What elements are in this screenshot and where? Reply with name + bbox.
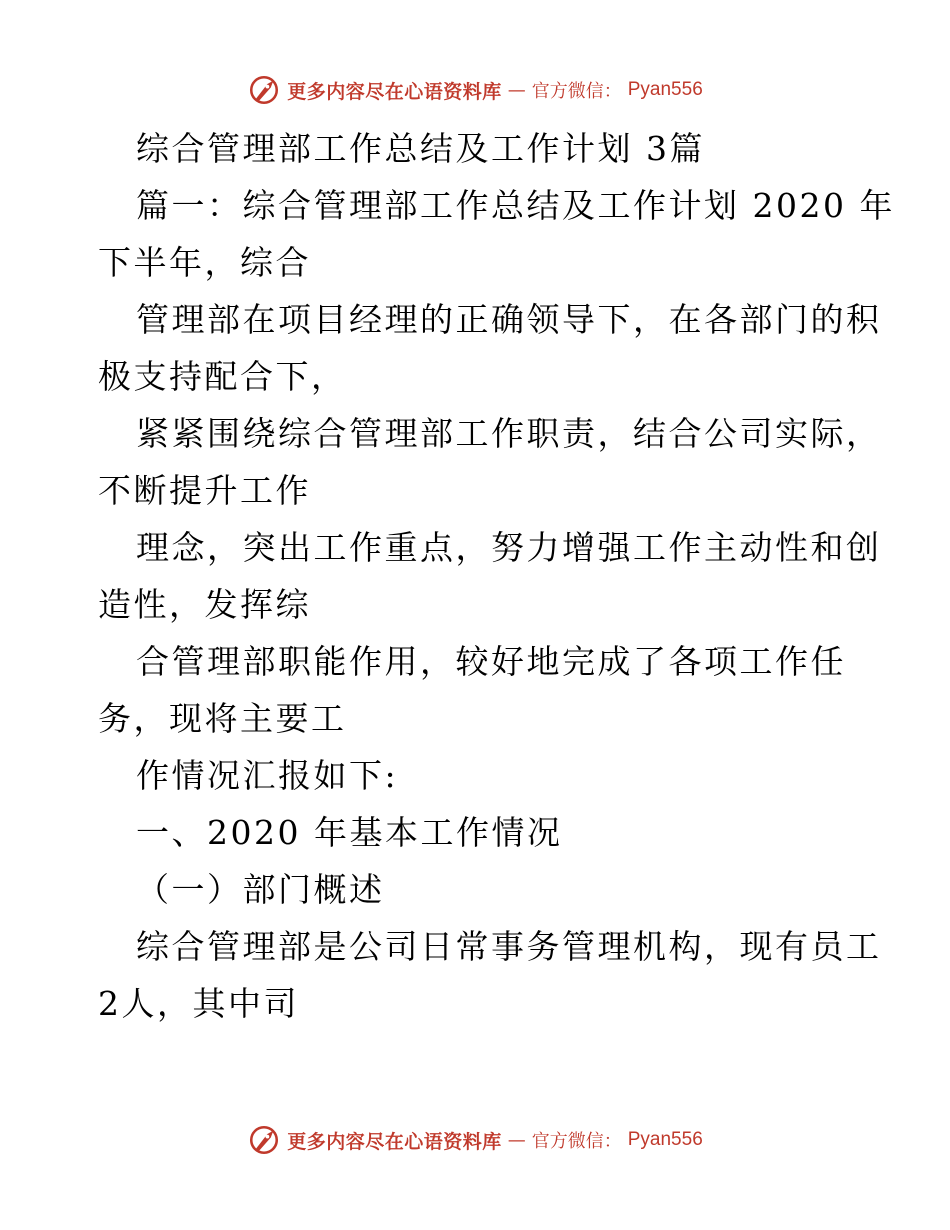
pen-nib-logo-icon bbox=[247, 1123, 281, 1157]
paragraph-line: 作情况汇报如下: bbox=[136, 756, 399, 795]
paragraph-line: 下半年，综合 bbox=[98, 243, 311, 282]
watermark-group bbox=[247, 73, 703, 107]
paragraph-line: 合管理部职能作用，较好地完成了各项工作任 bbox=[136, 642, 846, 681]
paragraph-line: 造性，发挥综 bbox=[98, 585, 311, 624]
watermark-group bbox=[247, 1123, 703, 1157]
watermark-brand: 更多内容尽在心语资料库 bbox=[287, 80, 502, 103]
pen-nib-logo-icon bbox=[247, 73, 281, 107]
paragraph-line: 紧紧围绕综合管理部工作职责，结合公司实际， bbox=[136, 414, 882, 453]
footer-watermark bbox=[0, 1120, 950, 1160]
subsection-heading: （一）部门概述 bbox=[136, 870, 385, 909]
document-title: 综合管理部工作总结及工作计划 3篇 bbox=[136, 129, 705, 168]
header-watermark bbox=[0, 70, 950, 110]
paragraph-line: 理念，突出工作重点，努力增强工作主动性和创 bbox=[136, 528, 882, 567]
watermark-label: 官方微信： bbox=[531, 81, 622, 102]
paragraph-line: 不断提升工作 bbox=[98, 471, 311, 510]
paragraph-line: 管理部在项目经理的正确领导下，在各部门的积 bbox=[136, 300, 882, 339]
watermark-dash: — bbox=[507, 1129, 526, 1151]
watermark-wechat-id: Pyan556 bbox=[627, 1129, 703, 1150]
watermark-wechat-id: Pyan556 bbox=[627, 79, 703, 100]
section-heading: 一、2020 年基本工作情况 bbox=[136, 813, 563, 852]
paragraph-line: 篇一：综合管理部工作总结及工作计划 2020 年 bbox=[136, 186, 895, 225]
document-body bbox=[98, 120, 895, 1032]
paragraph-line: 务，现将主要工 bbox=[98, 699, 347, 738]
watermark-dash: — bbox=[507, 79, 526, 101]
paragraph-line: 2人，其中司 bbox=[98, 984, 299, 1023]
paragraph-line: 综合管理部是公司日常事务管理机构，现有员工 bbox=[136, 927, 882, 966]
watermark-label: 官方微信： bbox=[531, 1131, 622, 1152]
paragraph-line: 极支持配合下， bbox=[98, 357, 347, 396]
watermark-brand: 更多内容尽在心语资料库 bbox=[287, 1130, 502, 1153]
